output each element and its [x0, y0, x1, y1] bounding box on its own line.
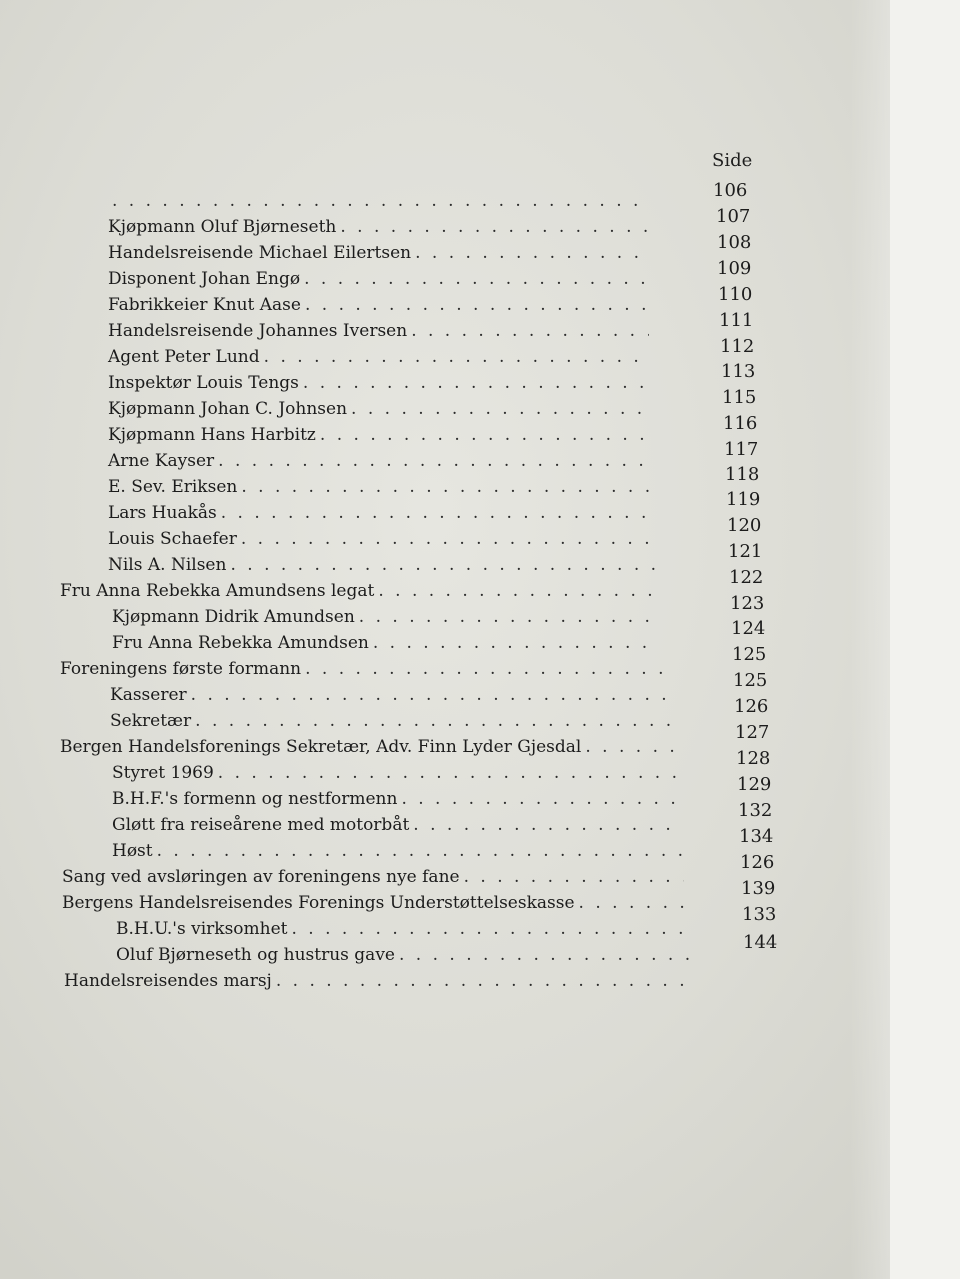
toc-entry-title: Høst	[112, 841, 153, 861]
toc-entry-title: Fru Anna Rebekka Amundsens legat	[60, 581, 375, 601]
toc-page-number: 126	[734, 696, 769, 717]
toc-entry-title: B.H.U.'s virksomhet	[116, 919, 288, 939]
toc-entry	[62, 866, 688, 888]
toc-entry	[108, 190, 653, 212]
toc-entry-title: Lars Huakås	[108, 503, 217, 523]
toc-entry-title: Sekretær	[110, 711, 192, 731]
toc-entry-title: Kjøpmann Didrik Amundsen	[112, 607, 355, 627]
toc-page-number: 116	[723, 413, 758, 434]
toc-entry	[108, 502, 658, 524]
toc-entry-title: Bergen Handelsforenings Sekretær, Adv. Finn Lyder Gjesdal	[60, 737, 582, 757]
dot-leader	[157, 840, 684, 862]
dot-leader	[112, 190, 649, 212]
toc-page-number: 120	[727, 515, 762, 536]
toc-page-number: 113	[721, 361, 756, 382]
toc-entry-title: Disponent Johan Engø	[108, 269, 301, 289]
toc-page-number: 129	[737, 774, 772, 795]
toc-entry	[108, 242, 653, 264]
toc-page-number: 112	[720, 336, 755, 357]
toc-entry-title: Louis Schaefer	[108, 529, 237, 549]
toc-entry	[108, 398, 653, 420]
toc-entry-title: Fabrikkeier Knut Aase	[108, 295, 301, 315]
dot-leader	[399, 944, 690, 966]
toc-entry-title: Gløtt fra reiseårene med motorbåt	[112, 815, 410, 835]
toc-page-number: 115	[722, 387, 757, 408]
toc-entry	[60, 658, 666, 680]
toc-entry-title: Foreningens første formann	[60, 659, 302, 679]
dot-leader	[241, 528, 656, 550]
dot-leader	[218, 762, 678, 784]
toc-entry-title: Arne Kayser	[108, 451, 215, 471]
dot-leader	[292, 918, 689, 940]
dot-leader	[320, 424, 649, 446]
toc-entry	[108, 554, 660, 576]
toc-entry-title: Kjøpmann Johan C. Johnsen	[108, 399, 348, 419]
toc-page-number: 111	[719, 310, 754, 331]
toc-entry	[112, 840, 688, 862]
toc-page-number: 128	[736, 748, 771, 769]
dot-leader	[264, 346, 649, 368]
toc-entry	[112, 788, 684, 810]
toc-page-number: 107	[716, 206, 751, 227]
toc-page-number: 109	[717, 258, 752, 279]
toc-entry	[110, 710, 675, 732]
dot-leader	[413, 814, 682, 836]
toc-entry	[108, 320, 653, 342]
toc-entry-title: B.H.F.'s formenn og nestformenn	[112, 789, 398, 809]
dot-leader	[351, 398, 649, 420]
toc-entry-title: Sang ved avsløringen av foreningens nye fane	[62, 867, 460, 887]
toc-page-number: 139	[741, 878, 776, 899]
toc-entry	[108, 216, 653, 238]
toc-entry	[108, 528, 660, 550]
toc-page-number: 132	[738, 800, 773, 821]
toc-entry	[62, 892, 690, 914]
dot-leader	[305, 294, 649, 316]
dot-leader	[401, 788, 680, 810]
toc-entry	[108, 424, 653, 446]
toc-entry	[116, 944, 694, 966]
dot-leader	[464, 866, 684, 888]
toc-entry-title: Handelsreisende Johannes Iversen	[108, 321, 408, 341]
dot-leader	[359, 606, 658, 628]
toc-entry	[116, 918, 692, 940]
toc-entry	[112, 762, 682, 784]
dot-leader	[340, 216, 649, 238]
toc-entry-title: Bergens Handelsreisendes Forenings Understøttelseskasse	[62, 893, 575, 913]
dot-leader	[585, 736, 676, 758]
toc-entry-title: Agent Peter Lund	[108, 347, 260, 367]
toc-entry-title: Kasserer	[110, 685, 187, 705]
toc-entry-title: Inspektør Louis Tengs	[108, 373, 299, 393]
toc-entry-title: Kjøpmann Oluf Bjørneseth	[108, 217, 337, 237]
dot-leader	[191, 684, 666, 706]
dot-leader	[303, 372, 649, 394]
toc-entry-title: Kjøpmann Hans Harbitz	[108, 425, 316, 445]
toc-page-number: 123	[730, 593, 765, 614]
toc-entry-title: Handelsreisendes marsj	[64, 971, 272, 991]
toc-entry	[60, 736, 680, 758]
toc-entry	[110, 684, 670, 706]
page-column-header: Side	[712, 150, 753, 171]
toc-entry	[108, 450, 653, 472]
toc-page-number: 124	[731, 618, 766, 639]
dot-leader	[195, 710, 671, 732]
toc-entry-title: Styret 1969	[112, 763, 214, 783]
toc-page-number: 133	[742, 904, 777, 925]
toc-page-number: 118	[725, 464, 760, 485]
toc-entry-title: Nils A. Nilsen	[108, 555, 227, 575]
toc-entry	[108, 372, 653, 394]
toc-page-number: 110	[718, 284, 753, 305]
toc-entry-title: Handelsreisende Michael Eilertsen	[108, 243, 412, 263]
toc-entry	[108, 268, 653, 290]
dot-leader	[221, 502, 654, 524]
toc-entry	[64, 970, 696, 992]
dot-leader	[305, 658, 662, 680]
toc-page-number: 121	[728, 541, 763, 562]
toc-entry	[108, 346, 653, 368]
toc-page-number: 122	[729, 567, 764, 588]
toc-entry	[112, 606, 662, 628]
toc-page-number: 127	[735, 722, 770, 743]
toc-entry-title: E. Sev. Eriksen	[108, 477, 238, 497]
toc-entry	[112, 814, 686, 836]
toc-page-number: 119	[726, 489, 761, 510]
dot-leader	[276, 970, 692, 992]
toc-page-number: 126	[740, 852, 775, 873]
dot-leader	[579, 892, 686, 914]
toc-page-number: 117	[724, 439, 759, 460]
dot-leader	[373, 632, 660, 654]
toc-entry-title: Oluf Bjørneseth og hustrus gave	[116, 945, 395, 965]
toc-page-number: 125	[733, 670, 768, 691]
dot-leader	[230, 554, 656, 576]
dot-leader	[304, 268, 649, 290]
toc-page-number: 106	[713, 180, 748, 201]
dot-leader	[415, 242, 649, 264]
toc-entry	[108, 294, 653, 316]
toc-entry	[108, 476, 656, 498]
toc-entry-title: Fru Anna Rebekka Amundsen	[112, 633, 369, 653]
toc-page-number: 108	[717, 232, 752, 253]
toc-entry	[60, 580, 660, 602]
dot-leader	[218, 450, 649, 472]
dot-leader	[378, 580, 656, 602]
toc-page-number: 134	[739, 826, 774, 847]
dot-leader	[241, 476, 652, 498]
toc-page-number: 125	[732, 644, 767, 665]
dot-leader	[411, 320, 649, 342]
toc-entry	[112, 632, 664, 654]
toc-page-number: 144	[743, 932, 778, 953]
